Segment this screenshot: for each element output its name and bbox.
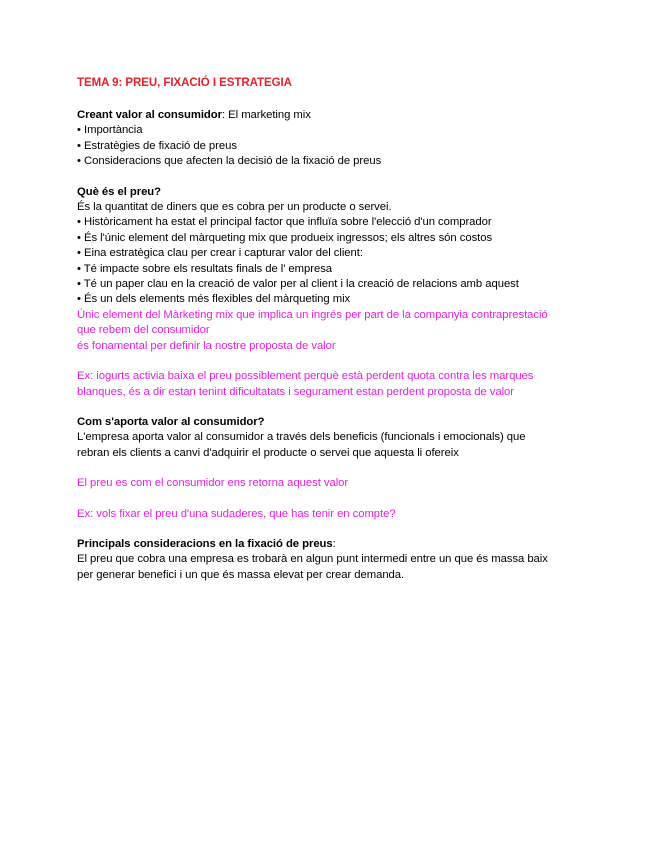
section3-line: rebran els clients a canvi d'adquirir el producte o servei que aquesta li ofereix	[77, 446, 459, 459]
section1-heading-suffix: : El marketing mix	[221, 109, 311, 121]
section1-bullet: • Consideracions que afecten la decisió de la fixació de preus	[77, 155, 382, 168]
document-page	[77, 76, 597, 583]
section2-pink-line: és fonamental per definir la nostre proposta de valor	[77, 339, 336, 352]
section3-heading: Com s'aporta valor al consumidor?	[77, 415, 265, 428]
section2-pink-line: que rebem del consumidor	[77, 324, 210, 337]
section2-line: És la quantitat de diners que es cobra per un producte o servei.	[77, 201, 392, 214]
document-title: TEMA 9: PREU, FIXACIÓ I ESTRATEGIA	[77, 77, 292, 89]
section2-line: • Eina estratègica clau per crear i capturar valor del client:	[77, 247, 363, 260]
section2-line: • Històricament ha estat el principal factor que influïa sobre l'elecció d'un comprador	[77, 216, 492, 229]
section1-heading-line	[77, 108, 597, 123]
section4-heading: Principals consideracions en la fixació de preus	[77, 537, 333, 550]
section2-line: • Té impacte sobre els resultats finals de l' empresa	[77, 262, 333, 275]
section2-line: • Té un paper clau en la creació de valor per al client i la creació de relacions amb aquest	[77, 278, 519, 291]
section3-line: L'empresa aporta valor al consumidor a través dels beneficis (funcionals i emocionals) que	[77, 431, 526, 444]
section2-example-line: Ex: iogurts activia baixa el preu possiblement perquè està perdent quota contra les marques	[77, 370, 534, 383]
section3-pink-example: Ex: vols fixar el preu d'una sudaderes, que has tenir en compte?	[77, 507, 396, 520]
section1-heading: Creant valor al consumidor	[77, 109, 222, 121]
section1-bullet: • Importància	[77, 124, 143, 137]
section2-heading: Què és el preu?	[77, 185, 162, 198]
section2-example-line: blanques, és a dir estan tenint dificultatats i segurament estan perdent proposta de valor	[77, 385, 514, 398]
section3-pink-note: El preu es com el consumidor ens retorna aquest valor	[77, 477, 349, 490]
section4-heading-line	[77, 537, 597, 552]
section2-pink-line: Únic element del Màrketing mix que implica un ingrés per part de la companyia contraprestació	[77, 308, 548, 321]
section2-line: • És un dels elements més flexibles del màrqueting mix	[77, 293, 351, 306]
section4-line: per generar benefici i un que és massa elevat per crear demanda.	[77, 568, 405, 581]
section4-heading-suffix: :	[332, 537, 336, 550]
section1-bullet: • Estratègies de fixació de preus	[77, 139, 237, 152]
section2-line: • És l'únic element del màrqueting mix que produeix ingressos; els altres són costos	[77, 231, 493, 244]
section4-line: El preu que cobra una empresa es trobarà en algun punt intermedi entre un que és massa baix	[77, 553, 548, 566]
